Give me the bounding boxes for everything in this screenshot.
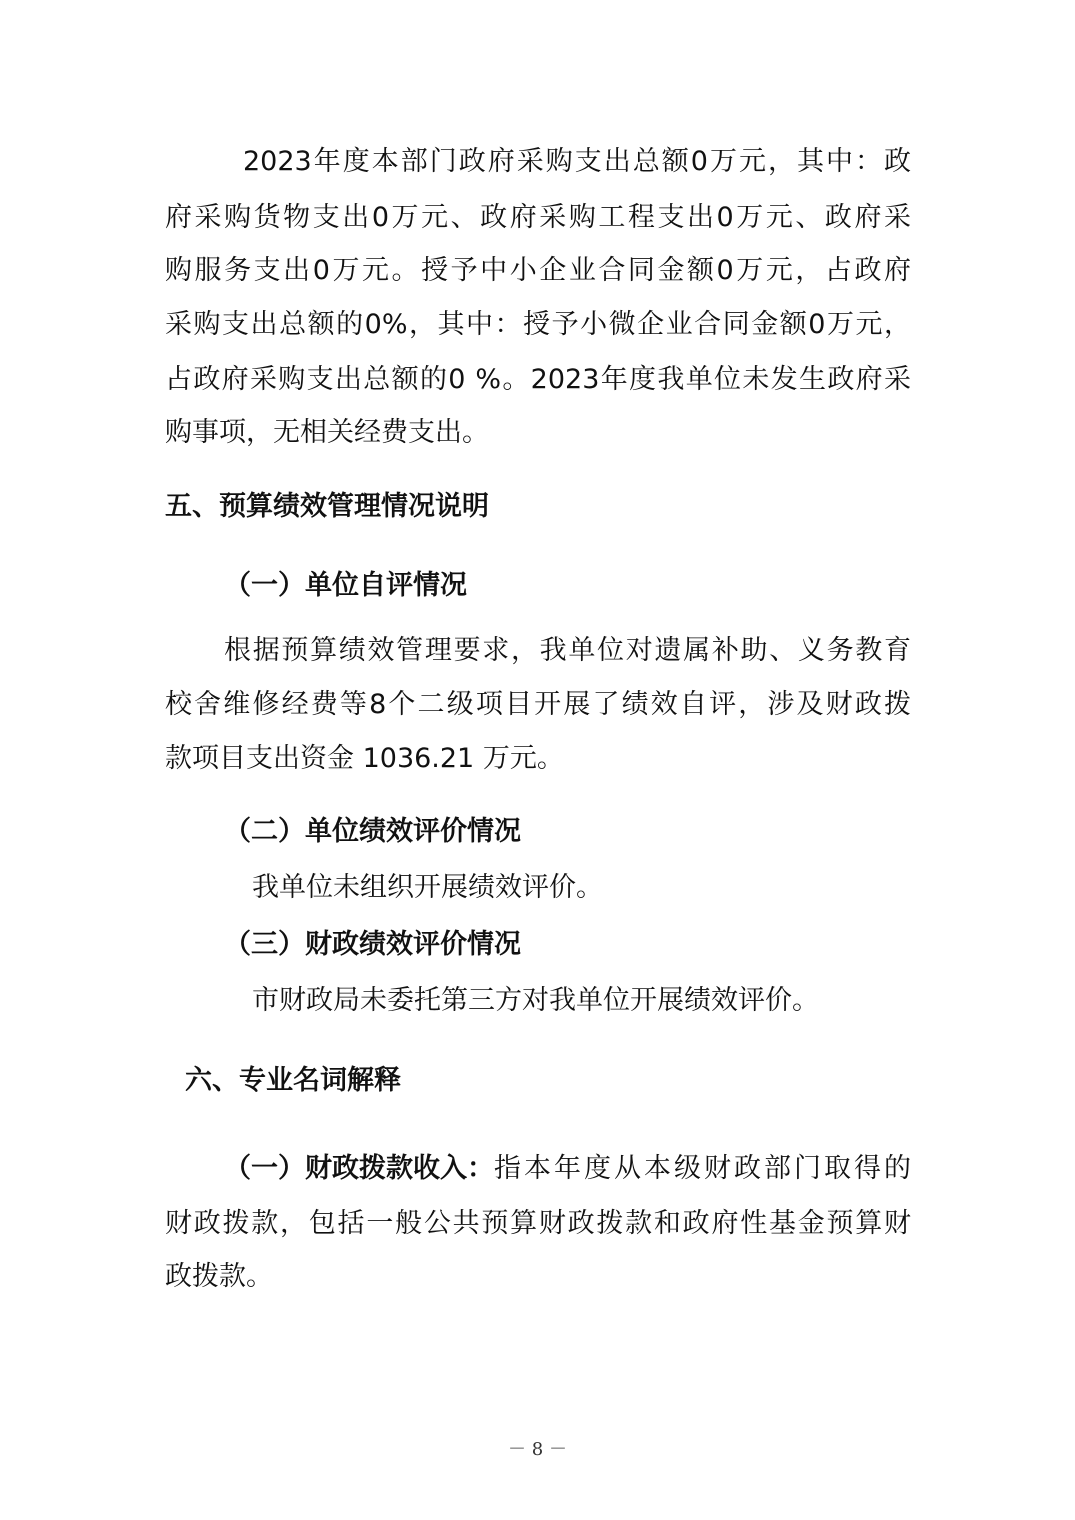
- section-6-heading: 六、专业名词解释: [185, 1065, 401, 1096]
- procurement-line-5: 占政府采购支出总额的0 %。2023年度我单位未发生政府采: [165, 364, 911, 395]
- procurement-line-6: 购事项，无相关经费支出。: [165, 417, 489, 448]
- definition-1-line-3: 政拨款。: [165, 1261, 273, 1292]
- section-5-2-heading: （二）单位绩效评价情况: [224, 816, 521, 847]
- procurement-line-1: 2023年度本部门政府采购支出总额0万元，其中：政: [243, 146, 911, 177]
- definition-1-line-1: [224, 1152, 911, 1186]
- section-5-3-text: 市财政局未委托第三方对我单位开展绩效评价。: [252, 985, 819, 1016]
- definition-1-text-start: 指本年度从本级财政部门取得的: [494, 1153, 911, 1184]
- definition-1-line-2: 财政拨款，包括一般公共预算财政拨款和政府性基金预算财: [165, 1208, 911, 1239]
- section-5-1-line-2: 校舍维修经费等8个二级项目开展了绩效自评，涉及财政拨: [165, 689, 911, 720]
- procurement-line-2: 府采购货物支出0万元、政府采购工程支出0万元、政府采: [165, 202, 911, 233]
- section-5-1-line-1: 根据预算绩效管理要求，我单位对遗属补助、义务教育: [224, 635, 911, 666]
- procurement-line-4: 采购支出总额的0%，其中：授予小微企业合同金额0万元，: [165, 309, 911, 340]
- section-5-1-line-3: 款项目支出资金 1036.21 万元。: [165, 743, 564, 774]
- definition-1-term: （一）财政拨款收入：: [224, 1153, 494, 1184]
- section-5-2-text: 我单位未组织开展绩效评价。: [252, 872, 603, 903]
- section-5-3-heading: （三）财政绩效评价情况: [224, 929, 521, 960]
- procurement-line-3: 购服务支出0万元。授予中小企业合同金额0万元，占政府: [165, 255, 911, 286]
- section-5-1-heading: （一）单位自评情况: [224, 570, 467, 601]
- section-5-heading: 五、预算绩效管理情况说明: [165, 491, 489, 522]
- page-number: － 8 －: [508, 1439, 567, 1460]
